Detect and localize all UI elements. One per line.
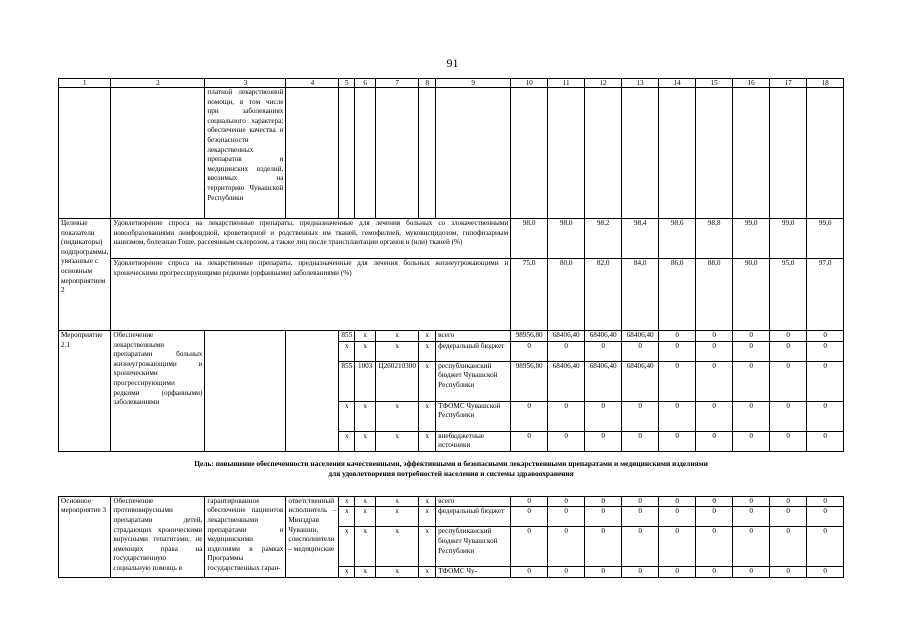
value-cell: 0 <box>770 496 807 507</box>
code-cell: x <box>419 567 436 578</box>
value-cell: 0 <box>696 331 733 342</box>
code-cell: x <box>355 567 376 578</box>
code-cell: x <box>355 527 376 567</box>
header-cell: 16 <box>733 79 770 88</box>
value-cell: 0 <box>733 527 770 567</box>
value-cell: 0 <box>770 361 807 401</box>
code-cell: x <box>376 401 419 431</box>
value-cell: 98,0 <box>511 219 548 259</box>
value-cell: 0 <box>659 567 696 578</box>
value-cell: 98,2 <box>585 219 622 259</box>
value-cell: 0 <box>770 431 807 451</box>
code-cell: x <box>419 331 436 342</box>
target-text: Удовлетворение спроса на лекарственные препараты, предназначенные для лечения больных жизнеугрожающими и хроническими прогрессирующими редкими (орфанными) заболеваниями (%) <box>111 259 511 331</box>
value-cell: 0 <box>696 527 733 567</box>
header-cell: 13 <box>622 79 659 88</box>
source-cell: федеральный бюджет <box>436 507 511 527</box>
value-cell: 0 <box>511 431 548 451</box>
value-cell: 0 <box>770 331 807 342</box>
source-cell: республиканский бюджет Чувашской Республики <box>436 361 511 401</box>
value-cell: 0 <box>622 507 659 527</box>
value-cell: 0 <box>622 341 659 361</box>
code-cell: x <box>339 567 355 578</box>
value-cell: 0 <box>622 431 659 451</box>
value-cell: 84,0 <box>622 259 659 331</box>
value-cell: 0 <box>696 341 733 361</box>
value-cell: 0 <box>548 431 585 451</box>
code-cell: x <box>376 331 419 342</box>
value-cell: 0 <box>585 431 622 451</box>
value-cell: 0 <box>511 401 548 431</box>
value-cell: 0 <box>622 496 659 507</box>
value-cell: 68406,40 <box>585 361 622 401</box>
measure-label: Мероприятие 2.1 <box>59 331 111 452</box>
value-cell: 0 <box>511 496 548 507</box>
value-cell: 0 <box>585 341 622 361</box>
header-cell: 4 <box>286 79 339 88</box>
source-cell: ТФОМС Чу- <box>436 567 511 578</box>
value-cell: 0 <box>659 527 696 567</box>
value-cell: 0 <box>696 401 733 431</box>
value-cell: 99,0 <box>733 219 770 259</box>
code-cell: x <box>339 401 355 431</box>
value-cell: 0 <box>696 431 733 451</box>
executor-text: ответственный исполнитель – Минздрав Чувашии, соисполнители – медицинские <box>286 496 339 577</box>
code-cell: x <box>339 496 355 507</box>
value-cell: 86,0 <box>659 259 696 331</box>
value-cell: 0 <box>696 361 733 401</box>
value-cell: 99,0 <box>770 219 807 259</box>
source-cell: внебюджетные источники <box>436 431 511 451</box>
header-cell: 5 <box>339 79 355 88</box>
target-text: Удовлетворение спроса на лекарственные препараты, предназначенные для лечения больных со злокачественными новообразованиями лимфоидной, кроветворной и родственных им тканей, гемофилией, муковисцидозом, гипофизарным нанизмом, болезнью Гоше, рассеянным склерозом, а также лиц после трансплантации органов и (или) тканей (%) <box>111 219 511 259</box>
value-cell: 0 <box>622 527 659 567</box>
target-row <box>59 259 844 331</box>
value-cell: 0 <box>807 361 844 401</box>
code-cell: x <box>355 331 376 342</box>
code-cell: x <box>339 431 355 451</box>
header-cell: 6 <box>355 79 376 88</box>
value-cell: 0 <box>807 527 844 567</box>
measure-label: Основное мероприятие 3 <box>59 496 111 577</box>
code-cell: x <box>376 567 419 578</box>
value-cell: 0 <box>511 527 548 567</box>
header-cell: 18 <box>807 79 844 88</box>
value-cell: 0 <box>622 567 659 578</box>
source-cell: федеральный бюджет <box>436 341 511 361</box>
value-cell: 68406,40 <box>585 331 622 342</box>
funding-row <box>59 331 844 342</box>
value-cell: 0 <box>807 401 844 431</box>
value-cell: 68406,40 <box>622 331 659 342</box>
header-cell: 12 <box>585 79 622 88</box>
value-cell: 68406,40 <box>548 361 585 401</box>
code-cell: x <box>419 496 436 507</box>
value-cell: 80,0 <box>548 259 585 331</box>
header-cell: 11 <box>548 79 585 88</box>
value-cell: 0 <box>511 341 548 361</box>
value-cell: 95,0 <box>770 259 807 331</box>
value-cell: 90,0 <box>733 259 770 331</box>
code-cell: x <box>419 507 436 527</box>
value-cell: 0 <box>548 567 585 578</box>
code-cell: Ц260210300 <box>376 361 419 401</box>
code-cell: x <box>419 361 436 401</box>
value-cell: 0 <box>585 496 622 507</box>
code-cell: x <box>355 496 376 507</box>
header-cell: 2 <box>111 79 205 88</box>
source-cell: республиканский бюджет Чувашской Республики <box>436 527 511 567</box>
value-cell: 0 <box>659 496 696 507</box>
code-cell: x <box>419 401 436 431</box>
value-cell: 0 <box>770 567 807 578</box>
result-text: платной лекарственной помощи, в том числе при заболеваниях социального характера; обеспечение качества и безопасности лекарственных препаратов и медицинских изделий, ввозимых на территорию Чувашской Республики <box>205 88 286 219</box>
code-cell: x <box>419 431 436 451</box>
value-cell: 0 <box>511 567 548 578</box>
value-cell: 0 <box>770 507 807 527</box>
value-cell: 0 <box>733 401 770 431</box>
value-cell: 0 <box>733 507 770 527</box>
value-cell: 0 <box>585 527 622 567</box>
value-cell: 0 <box>548 507 585 527</box>
source-cell: всего <box>436 331 511 342</box>
value-cell: 0 <box>696 567 733 578</box>
code-cell: x <box>376 496 419 507</box>
value-cell: 0 <box>548 401 585 431</box>
header-cell: 1 <box>59 79 111 88</box>
value-cell: 98,8 <box>696 219 733 259</box>
value-cell: 88,0 <box>696 259 733 331</box>
value-cell: 0 <box>585 507 622 527</box>
value-cell: 0 <box>622 401 659 431</box>
value-cell: 98,4 <box>622 219 659 259</box>
value-cell: 98,0 <box>548 219 585 259</box>
goal-line-1: Цель: повышение обеспеченности населения качественными, эффективными и безопасными лекарственными препаратами и медицинскими изделиями <box>194 458 708 468</box>
value-cell: 0 <box>733 567 770 578</box>
code-cell: x <box>339 341 355 361</box>
value-cell: 0 <box>659 341 696 361</box>
code-cell: x <box>355 401 376 431</box>
value-cell: 0 <box>807 341 844 361</box>
code-cell: x <box>419 341 436 361</box>
value-cell: 0 <box>659 331 696 342</box>
code-cell: x <box>376 527 419 567</box>
header-cell: 14 <box>659 79 696 88</box>
value-cell: 0 <box>696 507 733 527</box>
target-row <box>59 219 844 259</box>
code-cell: 855 <box>339 331 355 342</box>
code-cell: x <box>355 341 376 361</box>
value-cell: 0 <box>807 431 844 451</box>
value-cell: 0 <box>585 567 622 578</box>
code-cell: x <box>419 527 436 567</box>
header-cell: 3 <box>205 79 286 88</box>
value-cell: 97,0 <box>807 259 844 331</box>
value-cell: 0 <box>659 431 696 451</box>
value-cell: 0 <box>659 507 696 527</box>
measure-name: Обеспечение противовирусными препаратами детей, страдающих хроническими вирусными гепатитами, не имеющих права на государственную социальную помощь в <box>111 496 205 577</box>
value-cell: 68406,40 <box>622 361 659 401</box>
value-cell: 0 <box>659 401 696 431</box>
value-cell: 0 <box>733 431 770 451</box>
code-cell: x <box>376 341 419 361</box>
code-cell: x <box>376 431 419 451</box>
value-cell: 98956,80 <box>511 361 548 401</box>
code-cell: x <box>339 527 355 567</box>
source-cell: ТФОМС Чувашской Республики <box>436 401 511 431</box>
value-cell: 82,0 <box>585 259 622 331</box>
value-cell: 0 <box>548 496 585 507</box>
value-cell: 98956,80 <box>511 331 548 342</box>
value-cell: 0 <box>733 331 770 342</box>
value-cell: 0 <box>807 567 844 578</box>
value-cell: 0 <box>807 507 844 527</box>
measure-name: Обеспечение лекарственными препаратами больных жизнеугрожающими и хроническими прогрессирующими редкими (орфанными) заболеваниями <box>111 331 205 452</box>
code-cell: x <box>339 507 355 527</box>
header-row <box>59 79 844 88</box>
header-cell: 7 <box>376 79 419 88</box>
value-cell: 0 <box>807 331 844 342</box>
goal-line-2: для удовлетворения потребностей населения и системы здравоохранения <box>328 468 574 478</box>
value-cell: 0 <box>585 401 622 431</box>
value-cell: 0 <box>548 341 585 361</box>
value-cell: 0 <box>548 527 585 567</box>
code-cell: 855 <box>339 361 355 401</box>
value-cell: 0 <box>770 527 807 567</box>
header-cell: 8 <box>419 79 436 88</box>
value-cell: 99,0 <box>807 219 844 259</box>
value-cell: 0 <box>770 401 807 431</box>
header-cell: 17 <box>770 79 807 88</box>
value-cell: 0 <box>770 341 807 361</box>
value-cell: 0 <box>659 361 696 401</box>
value-cell: 0 <box>733 361 770 401</box>
code-cell: 1003 <box>355 361 376 401</box>
value-cell: 68406,40 <box>548 331 585 342</box>
header-cell: 10 <box>511 79 548 88</box>
header-cell: 9 <box>436 79 511 88</box>
program-table <box>58 78 844 578</box>
value-cell: 0 <box>733 341 770 361</box>
continuation-row <box>59 88 844 219</box>
code-cell: x <box>355 507 376 527</box>
value-cell: 0 <box>511 507 548 527</box>
value-cell: 0 <box>807 496 844 507</box>
header-cell: 15 <box>696 79 733 88</box>
value-cell: 0 <box>696 496 733 507</box>
value-cell: 75,0 <box>511 259 548 331</box>
goal-row <box>59 451 844 496</box>
funding-row <box>59 496 844 507</box>
code-cell: x <box>355 431 376 451</box>
source-cell: всего <box>436 496 511 507</box>
result-text: гарантированное обеспечение пациентов лекарственными препаратами и медицинскими изделиями в рамках Программы государственных гаран- <box>205 496 286 577</box>
value-cell: 98,6 <box>659 219 696 259</box>
value-cell: 0 <box>733 496 770 507</box>
page-number: 91 <box>446 56 459 70</box>
targets-label: Целевые показатели (индикаторы) подпрограммы, увязанные с основным мероприятием 2 <box>59 219 111 331</box>
code-cell: x <box>376 507 419 527</box>
